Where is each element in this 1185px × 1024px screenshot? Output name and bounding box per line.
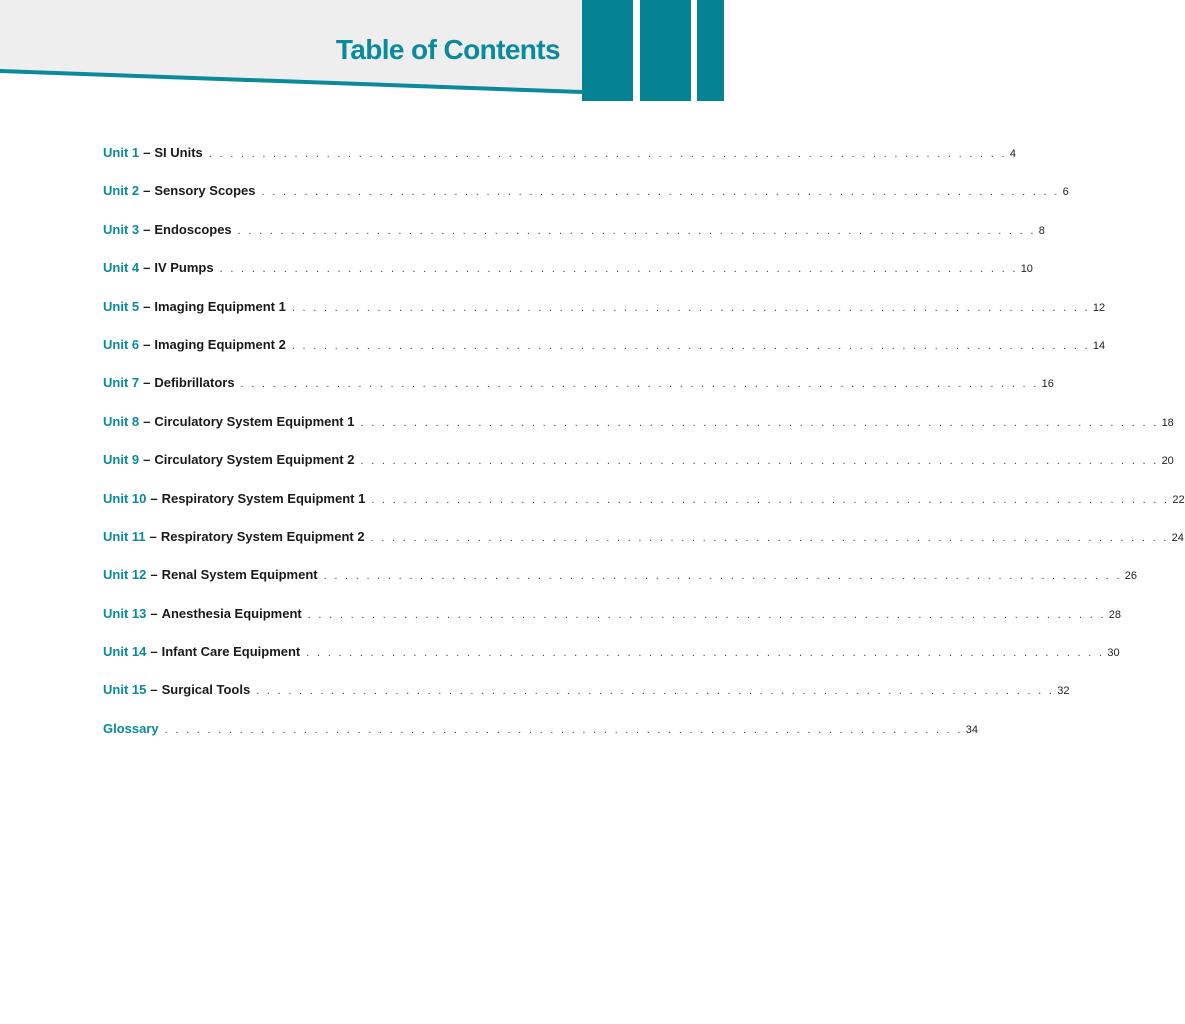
toc-unit-label: Unit 7 [103, 375, 140, 391]
toc-entry[interactable] [103, 682, 1070, 720]
toc-page-number: 18 [1161, 416, 1174, 429]
toc-page-number: 22 [1172, 493, 1185, 506]
toc-entry-title: Renal System Equipment [161, 567, 318, 583]
toc-unit-label: Unit 10 [103, 490, 147, 506]
toc-dot-leader: . . . . . . . . . . . . . . . . . . . . . . . . . . . . . . . . . . . . . . . . . . . . . . . . . . . . . . . . . . . . . . . . . . . . . . . . . . . [261, 186, 1060, 199]
toc-entry-title: Anesthesia Equipment [161, 605, 302, 621]
toc-unit-label: Unit 9 [103, 452, 140, 468]
toc-entry[interactable] [103, 528, 1184, 567]
toc-entry[interactable] [103, 336, 1106, 375]
toc-separator: – [150, 644, 158, 660]
toc-entry[interactable] [103, 413, 1174, 452]
toc-page-number: 8 [1038, 224, 1045, 237]
toc-dot-leader: . . . . . . . . . . . . . . . . . . . . . . . . . . . . . . . . . . . . . . . . . . . . . . . . . . . . . . . . . . . . . . . . . . . . . . . . . . . [307, 608, 1106, 621]
toc-entry-title: Defibrillators [154, 375, 235, 391]
toc-dot-leader: . . . . . . . . . . . . . . . . . . . . . . . . . . . . . . . . . . . . . . . . . . . . . . . . . . . . . . . . . . . . . . . . . . . . . . . . . . . [208, 148, 1007, 160]
toc-unit-label: Unit 5 [103, 298, 140, 314]
toc-unit-label: Unit 15 [103, 682, 147, 698]
toc-page-number: 20 [1161, 455, 1174, 468]
table-of-contents [103, 145, 1185, 759]
toc-entry-title: Circulatory System Equipment 2 [154, 452, 355, 468]
toc-page-number: 4 [1009, 148, 1016, 160]
toc-dot-leader: . . . . . . . . . . . . . . . . . . . . . . . . . . . . . . . . . . . . . . . . . . . . . . . . . . . . . . . . . . . . . . . . . . . . . . . . . . . [360, 455, 1159, 468]
toc-entry[interactable] [103, 375, 1054, 413]
toc-entry-title: SI Units [154, 145, 203, 160]
toc-entry[interactable] [103, 605, 1122, 644]
toc-unit-label: Glossary [103, 720, 159, 736]
toc-separator: – [150, 605, 158, 621]
toc-entry[interactable] [103, 145, 1016, 183]
toc-unit-label: Unit 11 [103, 528, 146, 544]
toc-entry-title: IV Pumps [154, 260, 214, 276]
toc-unit-label: Unit 8 [103, 413, 140, 429]
toc-separator: – [143, 336, 151, 352]
toc-separator: – [143, 413, 151, 429]
toc-separator: – [143, 260, 151, 276]
toc-separator: – [150, 490, 158, 506]
toc-separator: – [150, 682, 158, 698]
toc-unit-label: Unit 3 [103, 221, 140, 237]
toc-dot-leader: . . . . . . . . . . . . . . . . . . . . . . . . . . . . . . . . . . . . . . . . . . . . . . . . . . . . . . . . . . . . . . . . . . . . . . . . . . . [306, 647, 1105, 660]
toc-entry[interactable] [103, 221, 1045, 260]
toc-page-number: 10 [1020, 263, 1033, 276]
header-tab-2 [640, 0, 691, 101]
toc-separator: – [149, 528, 157, 544]
toc-dot-leader: . . . . . . . . . . . . . . . . . . . . . . . . . . . . . . . . . . . . . . . . . . . . . . . . . . . . . . . . . . . . . . . . . . . . . . . . . . . [237, 224, 1036, 237]
toc-dot-leader: . . . . . . . . . . . . . . . . . . . . . . . . . . . . . . . . . . . . . . . . . . . . . . . . . . . . . . . . . . . . . . . . . . . . . . . . . . . [219, 263, 1018, 276]
toc-page-number: 26 [1124, 570, 1137, 583]
toc-separator: – [143, 145, 151, 160]
toc-entry-title: Surgical Tools [161, 682, 251, 698]
toc-dot-leader: . . . . . . . . . . . . . . . . . . . . . . . . . . . . . . . . . . . . . . . . . . . . . . . . . . . . . . . . . . . . . . . . . . . . . . . . . . . [291, 339, 1090, 352]
header-tab-3 [697, 0, 724, 101]
toc-page-number: 6 [1062, 186, 1069, 199]
toc-entry[interactable] [103, 183, 1069, 221]
toc-page-number: 16 [1041, 378, 1054, 391]
toc-dot-leader: . . . . . . . . . . . . . . . . . . . . . . . . . . . . . . . . . . . . . . . . . . . . . . . . . . . . . . . . . . . . . . . . . . . . . . . . . . . [371, 493, 1170, 506]
toc-separator: – [143, 183, 151, 199]
toc-entry[interactable] [103, 298, 1106, 337]
toc-entry[interactable] [103, 260, 1033, 298]
toc-separator: – [143, 298, 151, 314]
header-tab-1 [582, 0, 633, 101]
toc-unit-label: Unit 1 [103, 145, 140, 160]
toc-separator: – [143, 375, 151, 391]
toc-dot-leader: . . . . . . . . . . . . . . . . . . . . . . . . . . . . . . . . . . . . . . . . . . . . . . . . . . . . . . . . . . . . . . . . . . . . . . . . . . . [256, 685, 1055, 698]
toc-entry[interactable] [103, 452, 1174, 490]
toc-separator: – [150, 567, 158, 583]
toc-page-number: 28 [1108, 608, 1122, 621]
toc-page-number: 32 [1057, 685, 1070, 698]
toc-page-number: 34 [965, 723, 978, 736]
toc-page-number: 14 [1092, 339, 1106, 352]
toc-unit-label: Unit 12 [103, 567, 147, 583]
toc-dot-leader: . . . . . . . . . . . . . . . . . . . . . . . . . . . . . . . . . . . . . . . . . . . . . . . . . . . . . . . . . . . . . . . . . . . . . . . . . . . [164, 723, 963, 736]
toc-entry[interactable] [103, 567, 1137, 605]
toc-unit-label: Unit 13 [103, 605, 147, 621]
toc-entry-title: Respiratory System Equipment 2 [160, 528, 365, 544]
toc-dot-leader: . . . . . . . . . . . . . . . . . . . . . . . . . . . . . . . . . . . . . . . . . . . . . . . . . . . . . . . . . . . . . . . . . . . . . . . . . . . [360, 416, 1159, 429]
toc-separator: – [143, 221, 151, 237]
toc-entry[interactable] [103, 490, 1185, 529]
toc-separator: – [143, 452, 151, 468]
toc-page-number: 12 [1092, 301, 1106, 314]
toc-unit-label: Unit 4 [103, 260, 140, 276]
toc-entry-title: Infant Care Equipment [161, 644, 301, 660]
toc-dot-leader: . . . . . . . . . . . . . . . . . . . . . . . . . . . . . . . . . . . . . . . . . . . . . . . . . . . . . . . . . . . . . . . . . . . . . . . . . . . [370, 531, 1169, 544]
toc-page-number: 24 [1171, 531, 1184, 544]
toc-entry[interactable] [103, 720, 978, 759]
toc-entry-title: Imaging Equipment 1 [154, 298, 286, 314]
toc-entry[interactable] [103, 644, 1120, 682]
toc-entry-title: Respiratory System Equipment 1 [161, 490, 366, 506]
toc-page-number: 30 [1107, 647, 1120, 660]
toc-unit-label: Unit 6 [103, 336, 140, 352]
toc-entry-title: Circulatory System Equipment 1 [154, 413, 355, 429]
toc-entry-title: Sensory Scopes [154, 183, 256, 199]
toc-dot-leader: . . . . . . . . . . . . . . . . . . . . . . . . . . . . . . . . . . . . . . . . . . . . . . . . . . . . . . . . . . . . . . . . . . . . . . . . . . . [323, 570, 1122, 583]
header-band [0, 0, 724, 110]
page-title: Table of Contents [335, 34, 560, 65]
toc-unit-label: Unit 14 [103, 644, 147, 660]
toc-entry-title: Endoscopes [154, 221, 232, 237]
toc-unit-label: Unit 2 [103, 183, 140, 199]
toc-entry-title: Imaging Equipment 2 [154, 336, 286, 352]
toc-dot-leader: . . . . . . . . . . . . . . . . . . . . . . . . . . . . . . . . . . . . . . . . . . . . . . . . . . . . . . . . . . . . . . . . . . . . . . . . . . . [291, 301, 1090, 314]
toc-dot-leader: . . . . . . . . . . . . . . . . . . . . . . . . . . . . . . . . . . . . . . . . . . . . . . . . . . . . . . . . . . . . . . . . . . . . . . . . . . . [240, 378, 1039, 391]
